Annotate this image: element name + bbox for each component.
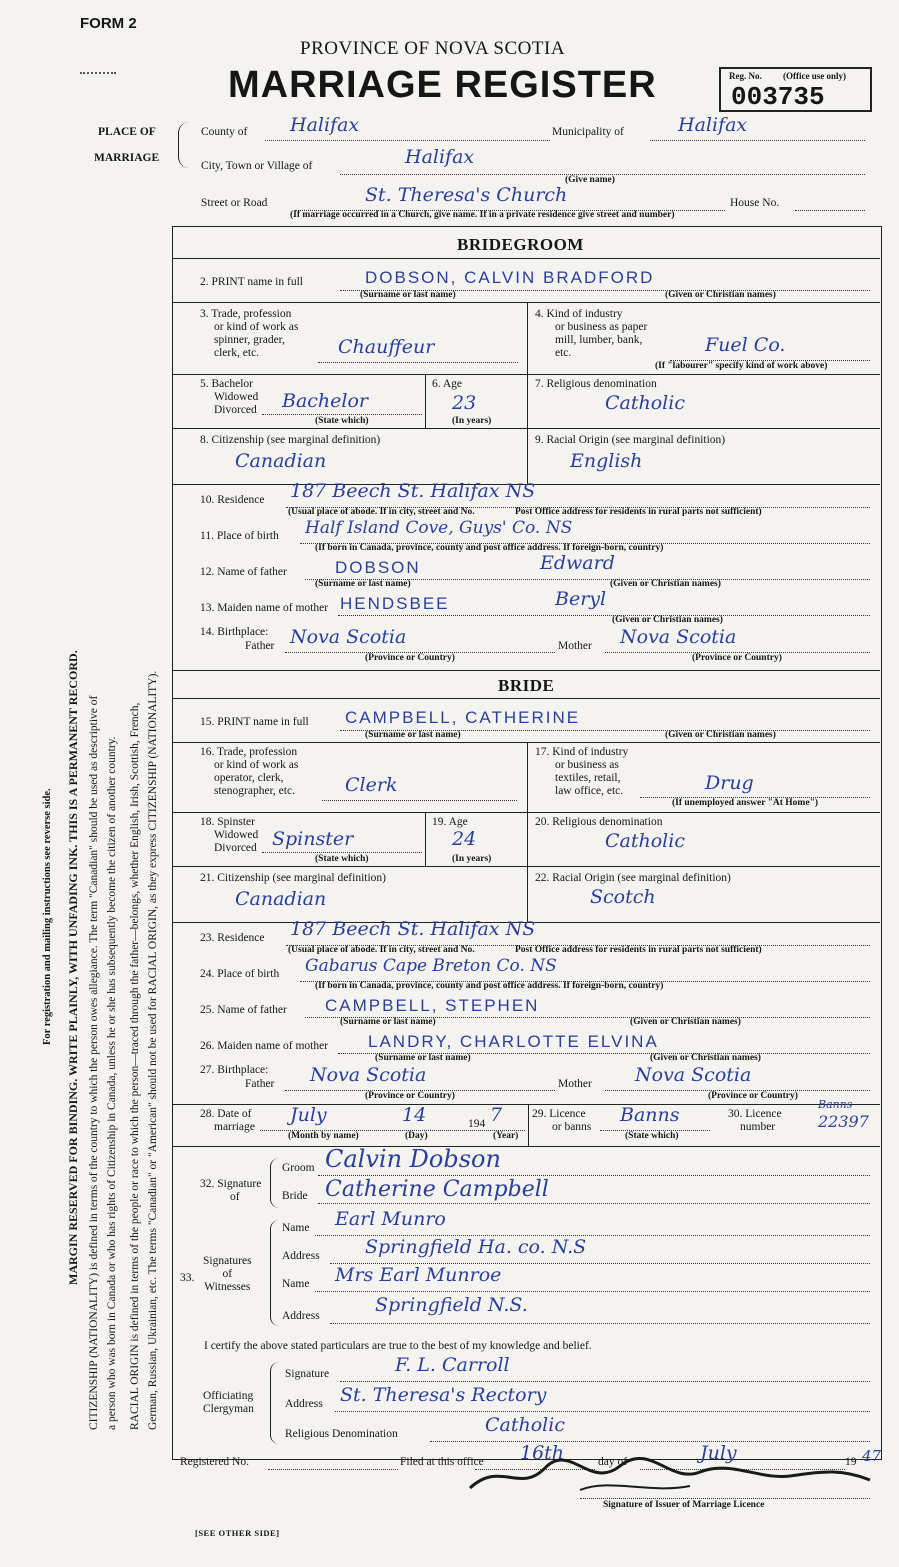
bride-religion: Catholic xyxy=(605,830,685,852)
registered-no-label: Registered No. xyxy=(180,1456,249,1468)
bride-age: 24 xyxy=(452,828,477,850)
groom-father-given: Edward xyxy=(540,552,615,574)
bride-mother-given-caption: (Given or Christian names) xyxy=(650,1053,761,1063)
bride-father-label: Father xyxy=(245,1078,275,1090)
witness2-name: Mrs Earl Munroe xyxy=(335,1264,502,1286)
groom-religion: Catholic xyxy=(605,392,685,414)
state-which-caption: (State which) xyxy=(315,416,369,426)
groom-industry: Fuel Co. xyxy=(705,334,786,356)
licence-type: Banns xyxy=(620,1104,680,1126)
f15-label: 15. PRINT name in full xyxy=(200,716,309,728)
prov-caption-mother: (Province or Country) xyxy=(692,653,782,663)
year-caption: (Year) xyxy=(493,1131,519,1141)
filed-month: July xyxy=(700,1442,737,1464)
form-number: FORM 2 xyxy=(80,15,137,32)
father-given-caption: (Given or Christian names) xyxy=(610,579,721,589)
labourer-caption: (If "labourer" specify kind of work above) xyxy=(655,361,828,371)
given-caption: (Given or Christian names) xyxy=(665,290,776,300)
bride-status: Spinster xyxy=(272,828,354,850)
bride-given-caption: (Given or Christian names) xyxy=(665,730,776,740)
issuer-signature xyxy=(460,1450,880,1500)
street-label: Street or Road xyxy=(201,197,268,209)
bride-section-heading: BRIDE xyxy=(498,676,555,695)
groom-name: DOBSON, CALVIN BRADFORD xyxy=(365,268,655,287)
municipality-label: Municipality of xyxy=(552,126,624,138)
f16-label: 16. Trade, profession or kind of work as operator, clerk, stenographer, etc. xyxy=(200,746,299,797)
groom-trade: Chauffeur xyxy=(338,336,435,358)
brace xyxy=(178,122,189,168)
denomination-label: Religious Denomination xyxy=(285,1428,398,1440)
clergy-address-label: Address xyxy=(285,1398,323,1410)
f3-label: 3. Trade, profession or kind of work as spinner, grader, clerk, etc. xyxy=(200,308,299,359)
bride-father-given-caption: (Given or Christian names) xyxy=(630,1017,741,1027)
w1-name-label: Name xyxy=(282,1222,310,1234)
groom-father-surname: DOBSON xyxy=(335,558,421,577)
bride-trade: Clerk xyxy=(345,774,398,796)
bride-sig-label: Bride xyxy=(282,1190,308,1202)
county-value: Halifax xyxy=(290,114,360,136)
bride-racial: Scotch xyxy=(590,886,656,908)
marriage-day: 14 xyxy=(402,1104,427,1126)
f10-label: 10. Residence xyxy=(200,494,265,506)
margin-citizenship-2: a person who was born in Canada or who has rights of Citizenship in Canada, unless he or she has subsequently become the citizen of another country. xyxy=(106,736,118,1430)
margin-racial-2: German, Russian, Ukrainian, etc. The terms "Canadian" or "American" should not be used for RACIAL ORIGIN, as they express CITIZENSHIP (NATIONALITY). xyxy=(147,670,159,1430)
in-years-caption: (In years) xyxy=(452,416,492,426)
f19-label: 19. Age xyxy=(432,816,468,828)
house-label: House No. xyxy=(730,197,780,209)
bride-name: CAMPBELL, CATHERINE xyxy=(345,708,581,727)
groom-section-heading: BRIDEGROOM xyxy=(457,235,584,254)
licence-number: 22397 xyxy=(818,1112,869,1131)
clergy-signature: F. L. Carroll xyxy=(395,1354,510,1376)
reg-label: Reg. No. xyxy=(729,71,762,81)
bride-mother: LANDRY, CHARLOTTE ELVINA xyxy=(368,1032,659,1051)
see-other-side: [SEE OTHER SIDE] xyxy=(195,1528,280,1538)
f27-label: 27. Birthplace: xyxy=(200,1064,269,1076)
residence-caption-a: (Usual place of abode. If in city, street and No. xyxy=(288,507,475,517)
f11-label: 11. Place of birth xyxy=(200,530,279,542)
groom-citizenship: Canadian xyxy=(235,450,327,472)
place-label-2: MARRIAGE xyxy=(94,152,160,164)
city-label: City, Town or Village of xyxy=(201,160,313,172)
certify-statement: I certify the above stated particulars are true to the best of my knowledge and belief. xyxy=(204,1340,592,1352)
f13-label: 13. Maiden name of mother xyxy=(200,602,329,614)
witness1-name: Earl Munro xyxy=(335,1208,446,1230)
margin-binding-note: MARGIN RESERVED FOR BINDING. WRITE PLAINLY, WITH UNFADING INK. THIS IS A PERMANENT RECORD. xyxy=(66,650,80,1285)
groom-sig-label: Groom xyxy=(282,1162,315,1174)
bride-birth-caption: (If born in Canada, province, county and post office address. If foreign-born, country) xyxy=(315,981,664,991)
f26-label: 26. Maiden name of mother xyxy=(200,1040,329,1052)
f33-label: 33. xyxy=(180,1272,195,1284)
municipality-value: Halifax xyxy=(678,114,748,136)
year-prefix: 194 xyxy=(468,1118,486,1130)
bride-in-years: (In years) xyxy=(452,854,492,864)
f18-label: 18. Spinster Widowed Divorced xyxy=(200,816,259,854)
filed-year-prefix: 19 xyxy=(845,1456,857,1468)
f23-label: 23. Residence xyxy=(200,932,265,944)
street-value: St. Theresa's Church xyxy=(365,184,568,206)
bride-prov-caption-father: (Province or Country) xyxy=(365,1091,455,1101)
province-heading: PROVINCE OF NOVA SCOTIA xyxy=(300,38,566,59)
bride-father-surname-caption: (Surname or last name) xyxy=(340,1017,436,1027)
city-value: Halifax xyxy=(405,146,475,168)
bride-surname-caption: (Surname or last name) xyxy=(365,730,461,740)
bride-father: CAMPBELL, STEPHEN xyxy=(325,996,540,1015)
f20-label: 20. Religious denomination xyxy=(535,816,663,828)
bride-citizenship: Canadian xyxy=(235,888,327,910)
witness2-address: Springfield N.S. xyxy=(375,1294,528,1316)
bride-signature: Catherine Campbell xyxy=(325,1177,549,1202)
birth-caption: (If born in Canada, province, county and post office address. If foreign-born, country) xyxy=(315,543,664,553)
clergy-denomination: Catholic xyxy=(485,1414,565,1436)
father-surname-caption: (Surname or last name) xyxy=(315,579,411,589)
form-title: MARRIAGE REGISTER xyxy=(228,64,657,106)
f5-label: 5. Bachelor Widowed Divorced xyxy=(200,378,259,416)
residence-caption-b: Post Office address for residents in rural parts not sufficient) xyxy=(515,507,762,517)
clergy-sig-label: Signature xyxy=(285,1368,330,1380)
bride-father-birthplace: Nova Scotia xyxy=(310,1064,427,1086)
witness-label: Signatures of Witnesses xyxy=(203,1255,252,1293)
father-label: Father xyxy=(245,640,275,652)
licence-note: Banns xyxy=(818,1098,853,1111)
bride-state-which: (State which) xyxy=(315,854,369,864)
bride-industry: Drug xyxy=(705,772,754,794)
f6-label: 6. Age xyxy=(432,378,463,390)
groom-mother-birthplace: Nova Scotia xyxy=(620,626,737,648)
bride-mother-birthplace: Nova Scotia xyxy=(635,1064,752,1086)
groom-mother-given: Beryl xyxy=(555,588,607,610)
f22-label: 22. Racial Origin (see marginal definition) xyxy=(535,872,731,884)
mother-given-caption: (Given or Christian names) xyxy=(612,615,723,625)
office-use-label: (Office use only) xyxy=(783,71,846,81)
bride-mother-surname-caption: (Surname or last name) xyxy=(375,1053,471,1063)
margin-citizenship-1: CITIZENSHIP (NATIONALITY) is defined in terms of the country to which the person owes allegiance. The term "Canadian" should be used as descriptive of xyxy=(88,695,100,1430)
groom-father-birthplace: Nova Scotia xyxy=(290,626,407,648)
margin-racial-1: RACIAL ORIGIN is defined in terms of the people or race to which the person—traced through the father—belongs, whether English, Irish, Scottish, French, xyxy=(129,702,141,1430)
groom-signature: Calvin Dobson xyxy=(325,1145,501,1173)
w1-address-label: Address xyxy=(282,1250,320,1262)
f7-label: 7. Religious denomination xyxy=(535,378,657,390)
groom-racial: English xyxy=(570,450,643,472)
reg-number: 003735 xyxy=(731,82,825,112)
groom-age: 23 xyxy=(452,392,477,414)
county-label: County of xyxy=(201,126,248,138)
bride-mother-label: Mother xyxy=(558,1078,592,1090)
marriage-year: 7 xyxy=(490,1104,503,1126)
f30-label: 30. Licence number xyxy=(728,1108,782,1133)
bride-birthplace: Gabarus Cape Breton Co. NS xyxy=(305,956,557,976)
f21-label: 21. Citizenship (see marginal definition) xyxy=(200,872,386,884)
witness1-address: Springfield Ha. co. N.S xyxy=(365,1236,587,1258)
f8-label: 8. Citizenship (see marginal definition) xyxy=(200,434,381,446)
mother-label: Mother xyxy=(558,640,592,652)
groom-residence: 187 Beech St. Halifax NS xyxy=(290,480,536,502)
surname-caption: (Surname or last name) xyxy=(360,290,456,300)
w2-name-label: Name xyxy=(282,1278,310,1290)
unemployed-caption: (If unemployed answer "At Home") xyxy=(672,798,819,808)
w2-address-label: Address xyxy=(282,1310,320,1322)
clergy-address: St. Theresa's Rectory xyxy=(340,1384,547,1406)
f29-label: 29. Licence or banns xyxy=(532,1108,592,1133)
f17-label: 17. Kind of industry or business as textiles, retail, law office, etc. xyxy=(535,746,629,797)
f9-label: 9. Racial Origin (see marginal definition) xyxy=(535,434,726,446)
margin-instructions: For registration and mailing instructions see reverse side. xyxy=(42,788,53,1045)
day-caption: (Day) xyxy=(405,1131,428,1141)
f25-label: 25. Name of father xyxy=(200,1004,287,1016)
f32-label: 32. Signature of xyxy=(200,1178,262,1203)
filed-label: Filed at this office xyxy=(400,1456,484,1468)
mark xyxy=(80,72,116,74)
place-note: (If marriage occurred in a Church, give name. If in a private residence give street and number) xyxy=(290,210,675,220)
f2-label: 2. PRINT name in full xyxy=(200,276,303,288)
licence-state-caption: (State which) xyxy=(625,1131,679,1141)
groom-birthplace: Half Island Cove, Guys' Co. NS xyxy=(305,518,573,538)
bride-residence: 187 Beech St. Halifax NS xyxy=(290,918,536,940)
filed-year: 47 xyxy=(862,1447,882,1465)
give-name-caption: (Give name) xyxy=(565,175,615,185)
f12-label: 12. Name of father xyxy=(200,566,287,578)
bride-res-caption-a: (Usual place of abode. If in city, street and No. xyxy=(288,945,475,955)
marriage-month: July xyxy=(290,1104,327,1126)
bride-prov-caption-mother: (Province or Country) xyxy=(708,1091,798,1101)
issuer-caption: Signature of Issuer of Marriage Licence xyxy=(603,1500,765,1510)
reg-number-box xyxy=(719,67,872,112)
clergy-label: Officiating Clergyman xyxy=(203,1390,254,1415)
month-caption: (Month by name) xyxy=(288,1131,359,1141)
f28-label: 28. Date of marriage xyxy=(200,1108,255,1133)
prov-caption-father: (Province or Country) xyxy=(365,653,455,663)
filed-day: 16th xyxy=(520,1442,565,1464)
place-label-1: PLACE OF xyxy=(98,126,156,138)
groom-status: Bachelor xyxy=(282,390,369,412)
f24-label: 24. Place of birth xyxy=(200,968,280,980)
groom-mother-surname: HENDSBEE xyxy=(340,594,450,613)
f4-label: 4. Kind of industry or business as paper mill, lumber, bank, etc. xyxy=(535,308,648,359)
bride-res-caption-b: Post Office address for residents in rural parts not sufficient) xyxy=(515,945,762,955)
f14-label: 14. Birthplace: xyxy=(200,626,269,638)
day-of-label: day of xyxy=(598,1456,628,1468)
